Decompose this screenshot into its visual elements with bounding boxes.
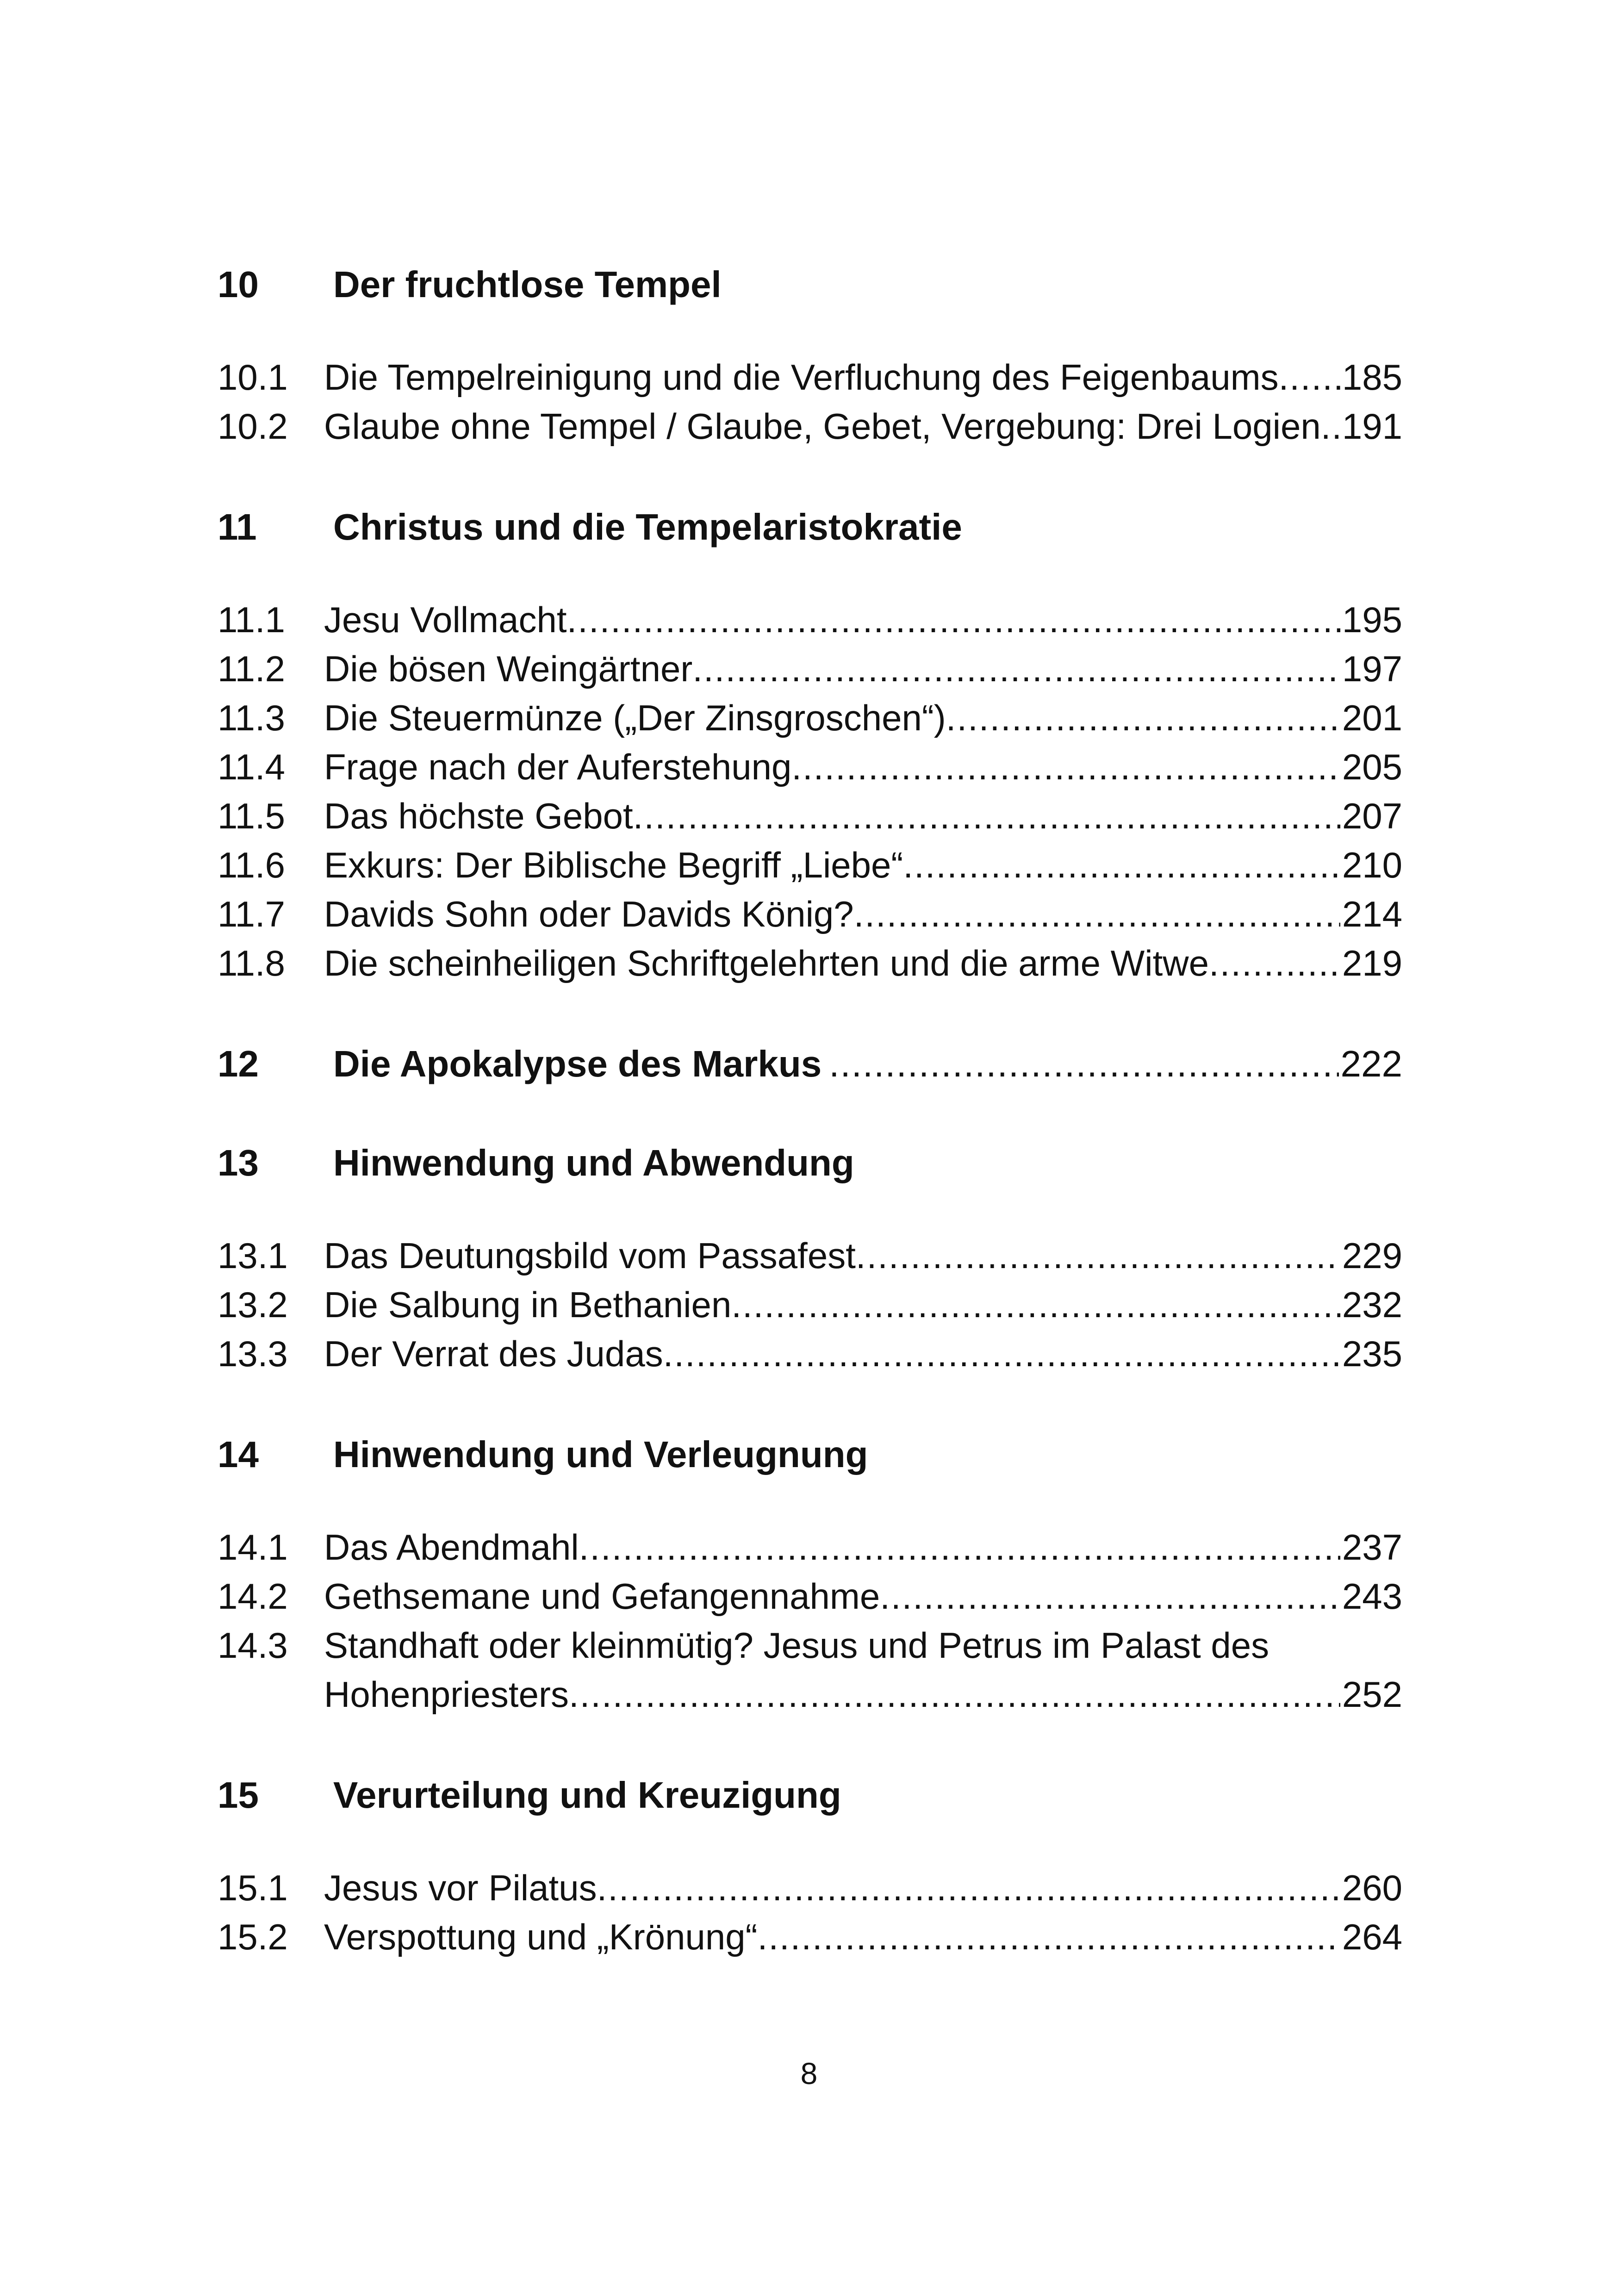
- chapter-heading: [218, 259, 1402, 310]
- dot-leader: [791, 742, 1340, 791]
- section-title: Gethsemane und Gefangennahme: [324, 1576, 880, 1617]
- section-list: [218, 353, 1402, 451]
- section-title: Die bösen Weingärtner: [324, 648, 693, 689]
- section-number: 11.3: [218, 697, 286, 738]
- toc-entry[interactable]: [218, 1572, 1402, 1621]
- toc-entry[interactable]: [218, 1912, 1402, 1961]
- section-number: 15.1: [218, 1867, 288, 1908]
- section-number: 15.2: [218, 1916, 288, 1957]
- page-reference: 197: [1342, 648, 1402, 689]
- page-reference: 210: [1342, 845, 1402, 885]
- section-number: 14.3: [218, 1625, 288, 1666]
- dot-leader: [903, 840, 1340, 890]
- page-reference: 237: [1342, 1527, 1402, 1568]
- page-reference: 185: [1342, 357, 1402, 398]
- toc-entry[interactable]: [218, 1329, 1402, 1378]
- dot-leader: [829, 1039, 1338, 1089]
- toc-entry-continuation[interactable]: [218, 1670, 1402, 1719]
- chapter-heading: [218, 502, 1402, 553]
- section-title: Davids Sohn oder Davids König?: [324, 894, 854, 934]
- section-number: 11.8: [218, 943, 286, 983]
- section-number: 13.1: [218, 1235, 288, 1276]
- chapter-title: Der fruchtlose Tempel: [333, 264, 722, 305]
- page-reference: 243: [1342, 1576, 1402, 1617]
- page-reference: 201: [1342, 697, 1402, 738]
- section-number: 11.2: [218, 648, 286, 689]
- section-title: Jesus vor Pilatus: [324, 1867, 597, 1908]
- section-title: Die Salbung in Bethanien: [324, 1284, 732, 1325]
- dot-leader: [569, 1670, 1340, 1719]
- section-number: 14.1: [218, 1527, 288, 1568]
- section-title: Das höchste Gebot: [324, 796, 633, 836]
- page-reference: 207: [1342, 796, 1402, 836]
- dot-leader: [597, 1863, 1340, 1912]
- chapter-heading: [218, 1138, 1402, 1188]
- dot-leader: [692, 644, 1340, 693]
- toc-entry[interactable]: [218, 1039, 1402, 1089]
- toc-entry[interactable]: [218, 595, 1402, 644]
- dot-leader: [567, 595, 1340, 644]
- chapter-number: 13: [218, 1142, 259, 1183]
- section-list: [218, 1523, 1402, 1719]
- page-reference: 229: [1342, 1235, 1402, 1276]
- page-number: 8: [800, 2056, 818, 2091]
- dot-leader: [1321, 402, 1340, 451]
- section-title: Die Tempelreinigung und die Verfluchung des Feigenbaums: [324, 357, 1279, 398]
- section-title: Der Verrat des Judas: [324, 1333, 663, 1374]
- chapter-title: Christus und die Tempelaristokratie: [333, 506, 962, 548]
- dot-leader: [946, 693, 1340, 742]
- section-number: 10.1: [218, 357, 288, 398]
- section-list: [218, 595, 1402, 988]
- toc-entry[interactable]: [218, 1621, 1402, 1670]
- page-reference: 235: [1342, 1333, 1402, 1374]
- dot-leader: [579, 1523, 1340, 1572]
- section-title: Glaube ohne Tempel / Glaube, Gebet, Vergebung: Drei Logien: [324, 406, 1321, 447]
- dot-leader: [880, 1572, 1340, 1621]
- chapter-number: 15: [218, 1774, 259, 1816]
- section-number: 11.7: [218, 894, 286, 934]
- toc-entry[interactable]: [218, 890, 1402, 939]
- section-number: 11.1: [218, 599, 286, 640]
- section-title: Das Abendmahl: [324, 1527, 579, 1568]
- page-reference: 191: [1342, 406, 1402, 447]
- toc-entry[interactable]: [218, 1280, 1402, 1329]
- toc-entry[interactable]: [218, 1863, 1402, 1912]
- toc-entry[interactable]: [218, 840, 1402, 890]
- chapter-heading: [218, 1429, 1402, 1480]
- chapter-title: Verurteilung und Kreuzigung: [333, 1774, 841, 1816]
- chapter-title: Hinwendung und Abwendung: [333, 1142, 854, 1183]
- page-reference: 260: [1342, 1867, 1402, 1908]
- page-reference: 264: [1342, 1916, 1402, 1957]
- section-number: 14.2: [218, 1576, 288, 1617]
- section-title: Das Deutungsbild vom Passafest: [324, 1235, 856, 1276]
- chapter-number: 14: [218, 1434, 259, 1475]
- toc-entry[interactable]: [218, 939, 1402, 988]
- section-number: 11.6: [218, 845, 286, 885]
- chapter-number: 12: [218, 1043, 259, 1084]
- page-reference: 252: [1342, 1674, 1402, 1715]
- section-title: Hohenpriesters: [324, 1674, 569, 1715]
- page-reference: 232: [1342, 1284, 1402, 1325]
- section-title: Jesu Vollmacht: [324, 599, 567, 640]
- page-reference: 214: [1342, 894, 1402, 934]
- section-list: [218, 1231, 1402, 1378]
- section-number: 11.4: [218, 747, 286, 787]
- toc-entry[interactable]: [218, 644, 1402, 693]
- page-reference: 195: [1342, 599, 1402, 640]
- toc-entry[interactable]: [218, 742, 1402, 791]
- toc-entry[interactable]: [218, 1523, 1402, 1572]
- dot-leader: [1279, 353, 1340, 402]
- section-title: Die Steuermünze („Der Zinsgroschen“): [324, 697, 946, 738]
- chapter-number: 11: [218, 506, 257, 548]
- page-reference: 219: [1342, 943, 1402, 983]
- toc-entry[interactable]: [218, 353, 1402, 402]
- toc-entry[interactable]: [218, 791, 1402, 840]
- dot-leader: [758, 1912, 1340, 1961]
- dot-leader: [856, 1231, 1340, 1280]
- section-title: Frage nach der Auferstehung: [324, 747, 792, 787]
- section-number: 13.2: [218, 1284, 288, 1325]
- chapter-number: 10: [218, 264, 259, 305]
- page-reference: 205: [1342, 747, 1402, 787]
- chapter-title: Die Apokalypse des Markus: [333, 1043, 822, 1084]
- chapter-heading: [218, 1770, 1402, 1821]
- toc-entry[interactable]: [218, 402, 1402, 451]
- section-number: 11.5: [218, 796, 286, 836]
- dot-leader: [663, 1329, 1340, 1378]
- toc-entry[interactable]: [218, 1231, 1402, 1280]
- section-list: [218, 1863, 1402, 1961]
- table-of-contents: [218, 259, 1402, 1961]
- page-reference: 222: [1340, 1043, 1402, 1084]
- section-number: 13.3: [218, 1333, 288, 1374]
- section-title: Standhaft oder kleinmütig? Jesus und Petrus im Palast des: [324, 1625, 1270, 1666]
- section-title: Exkurs: Der Biblische Begriff „Liebe“: [324, 845, 903, 885]
- dot-leader: [731, 1280, 1340, 1329]
- dot-leader: [1209, 939, 1340, 988]
- toc-entry[interactable]: [218, 693, 1402, 742]
- section-number: 10.2: [218, 406, 288, 447]
- dot-leader: [854, 890, 1340, 939]
- section-title: Die scheinheiligen Schriftgelehrten und die arme Witwe: [324, 943, 1209, 983]
- chapter-title: Hinwendung und Verleugnung: [333, 1434, 868, 1475]
- dot-leader: [633, 791, 1340, 840]
- section-title: Verspottung und „Krönung“: [324, 1916, 758, 1957]
